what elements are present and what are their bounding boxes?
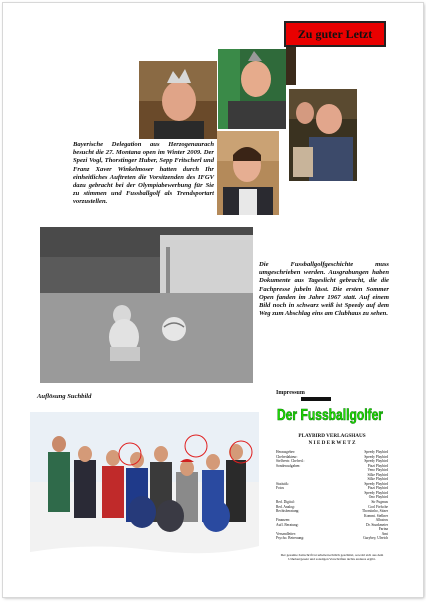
history-caption: Die Fussballgolfgeschichte muss umgeschrieben werden. Ausgrabungen haben Dokumente aus Tageslicht gebracht, die die Fachpresse jubeln lässt. Die ersten Sommer Open fanden im Jahre 1967 statt. Auf einem Bild noch in schwarz weiß ist Speedy auf dem Weg zum Abschlag eins am Clubhaus zu sehen.: [259, 261, 389, 318]
credit-names: [366, 523, 388, 532]
photo-delegate-4: [217, 131, 279, 215]
credit-role: Finanzen:: [276, 518, 291, 523]
credit-names: [362, 509, 388, 518]
puzzle-solution-label: Auflösung Suchbild: [37, 393, 92, 400]
credit-name: Thorstinho, Sitzer: [362, 509, 388, 514]
credit-name: Kommi. Stellner: [364, 513, 388, 518]
credit-name: Albatros: [375, 518, 388, 523]
photo-vintage-speedy: [40, 227, 253, 383]
publisher-block: [276, 433, 388, 446]
section-heading: Zu guter Letzt: [284, 21, 386, 47]
publisher-city: N I E D E R W E T Z: [308, 439, 356, 446]
photo-delegate-3: [289, 89, 357, 181]
credit-name: Speedy Playbird: [364, 459, 388, 464]
credit-name: Gurybey, Ulreich: [363, 536, 388, 541]
credit-role: Red. Digital:: [276, 500, 295, 505]
publisher-name: PLAYBIRD VERLAGSHAUS: [298, 433, 366, 439]
credit-name: Pizzi Playbird: [367, 463, 388, 468]
impressum-credits: [276, 450, 388, 541]
credit-name: Cool Fielsche: [368, 504, 388, 509]
credit-name: Ami: [381, 531, 388, 536]
credit-name: Speedy Playbird: [364, 490, 388, 495]
impressum-title: Impressum: [276, 390, 305, 396]
credit-name: Sir Pugmus: [371, 500, 388, 505]
credit-role: Stellvertr. Chefred.:: [276, 459, 305, 464]
credit-name: Veno Playbird: [367, 468, 388, 473]
credit-names: [363, 536, 388, 541]
credit-role: Red. Analog:: [276, 504, 295, 509]
photo-delegate-2: [218, 49, 286, 129]
delegation-caption: Bayerische Delegation aus Herzogenaurach besucht die 27. Montana open im Winter 2009. Der Spezi Vogl, Thorstinger Huber, Sepp Fritscherl und Franz Xaver Winkelmoser hatten durch Ihr einheitliches Auftreten die Vorsitzenden des IFGV dazu gebracht bei der Olympiabewerbung für Sie zu stimmen und Fussballgolf als Trendsportart vorzustellen.: [73, 141, 214, 206]
credit-role: Versandleiter:: [276, 531, 296, 536]
credit-name: Silke Playbird: [367, 477, 388, 482]
credit-name: Ono Playbird: [368, 495, 388, 500]
credit-role: Fotos: [276, 486, 284, 491]
credit-row: [276, 486, 388, 500]
magazine-masthead-logo: [275, 396, 385, 426]
copyright-disclaimer: Der gesamte Zeitschrift ist urheberrechtlich geschützt, sowohl sich aus dem Urheberrgesetz und sonstigen Vorschriften nichts anderes ergibt.: [280, 553, 384, 562]
credit-names: [368, 464, 388, 482]
credit-row: [276, 536, 388, 541]
credit-names: [364, 486, 388, 500]
credit-role: Aufl. Beratung:: [276, 522, 299, 527]
photo-delegate-1: [139, 61, 217, 139]
credit-role: Rechtsberatung:: [276, 509, 300, 514]
credit-row: [276, 464, 388, 482]
credit-role: Herausgeber:: [276, 450, 296, 454]
photo-delegate-strip: [286, 47, 296, 85]
credit-role: Sonderaufgaben:: [276, 463, 301, 468]
credit-row: [276, 509, 388, 518]
credit-name: Silke Playbird: [367, 472, 388, 477]
credit-role: Statistik:: [276, 481, 289, 486]
credit-name: Farina: [378, 527, 388, 532]
credit-name: Speedy Playbird: [364, 481, 388, 486]
credit-name: Dr. Stunkmeier: [366, 522, 388, 527]
credit-role: Psycho. Betreuung:: [276, 536, 305, 541]
credit-row: [276, 523, 388, 532]
credit-role: Chefredakteur:: [276, 454, 298, 459]
magazine-page: [3, 3, 423, 597]
credit-name: Pizzi Playbird: [367, 486, 388, 491]
photo-group-snow: [30, 412, 259, 584]
credit-name: Speedy Playbird: [364, 454, 388, 459]
svg-text:Der Fussballgolfer: Der Fussballgolfer: [277, 407, 383, 424]
credit-name: Speedy Playbird: [364, 450, 388, 454]
